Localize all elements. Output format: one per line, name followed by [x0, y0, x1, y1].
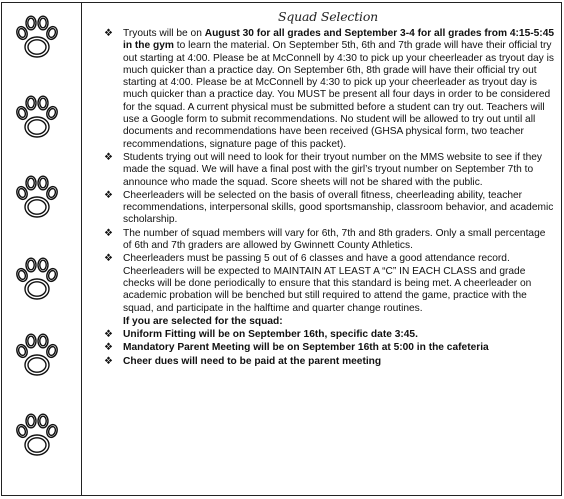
- list-item: ❖ Uniform Fitting will be on September 16th, specific date 3:45.: [104, 329, 418, 341]
- selected-heading: If you are selected for the squad:: [123, 315, 283, 327]
- diamond-bullet-icon: ❖: [104, 342, 113, 354]
- list-item: ❖ Cheerleaders must be passing 5 out of 6 classes and have a good attendance record. Cheerleaders will be expected to MAINTAIN AT LEAST A “C” IN EACH CLASS and grade checks will be done periodically to ensure that this standard is being met. A cheerleader on academic probation will be benched but still required to attend the game, practice with the squad, and participate in the halftime and quarter change routines.: [104, 253, 532, 314]
- paw-column: [2, 3, 82, 495]
- diamond-bullet-icon: ❖: [104, 355, 113, 367]
- selected-list: [101, 329, 555, 368]
- rules-list: [101, 28, 555, 315]
- paw-print-icon: [13, 13, 61, 63]
- list-item: ❖ Cheerleaders will be selected on the basis of overall fitness, cheerleading ability, teacher recommendations, interpersonal skills, good sportsmanship, classroom behavior, and academic scholarship.: [104, 189, 554, 226]
- paw-print-icon: [13, 331, 61, 381]
- diamond-bullet-icon: ❖: [104, 28, 113, 39]
- list-item: ❖ Students trying out will need to look for their tryout number on the MMS website to see if they made the squad. We will have a final post with the girl’s tryout number on September 7th to announce who made the squad. Score sheets will not be shared with the public.: [104, 151, 543, 188]
- paw-print-icon: [13, 93, 61, 143]
- list-item: ❖ Tryouts will be on August 30 for all grades and September 3-4 for all grades from 4:15-5:45 in the gym to learn the material. On September 5th, 6th and 7th grade will have their official try out starting at 4:00. Please be at McConnell by 4:30 to pick up your cheerleader as tryout day is much quicker than a practice day. On September 6th, 8th grade will have their official try out starting at 4:00. Please be at McConnell by 4:30 to pick up your cheerleader as tryout day is much quicker than a practice day. You MUST be present all four days in order to be considered for the squad. A current physical must be submitted before a student can try out. Teachers will use a Google form to submit recommendations. No student will be allowed to try out until all documents and recommendations have been received (GHSA physical form, two teacher recommendations, signature page of this packet).: [104, 28, 555, 150]
- diamond-bullet-icon: ❖: [104, 253, 113, 265]
- list-item: ❖ The number of squad members will vary for 6th, 7th and 8th graders. Only a small percentage of 6th and 7th graders are allowed by Gwinnett County Athletics.: [104, 227, 546, 252]
- section-title: Squad Selection: [278, 9, 378, 24]
- diamond-bullet-icon: ❖: [104, 151, 113, 163]
- diamond-bullet-icon: ❖: [104, 227, 113, 239]
- document-table: [1, 2, 562, 496]
- content-column: [83, 3, 561, 495]
- list-item: ❖ Cheer dues will need to be paid at the parent meeting: [104, 355, 382, 367]
- paw-print-icon: [13, 255, 61, 305]
- list-item: ❖ Mandatory Parent Meeting will be on September 16th at 5:00 in the cafeteria: [104, 342, 489, 354]
- paw-print-icon: [13, 173, 61, 223]
- paw-print-icon: [13, 411, 61, 461]
- diamond-bullet-icon: ❖: [104, 329, 113, 341]
- diamond-bullet-icon: ❖: [104, 189, 113, 201]
